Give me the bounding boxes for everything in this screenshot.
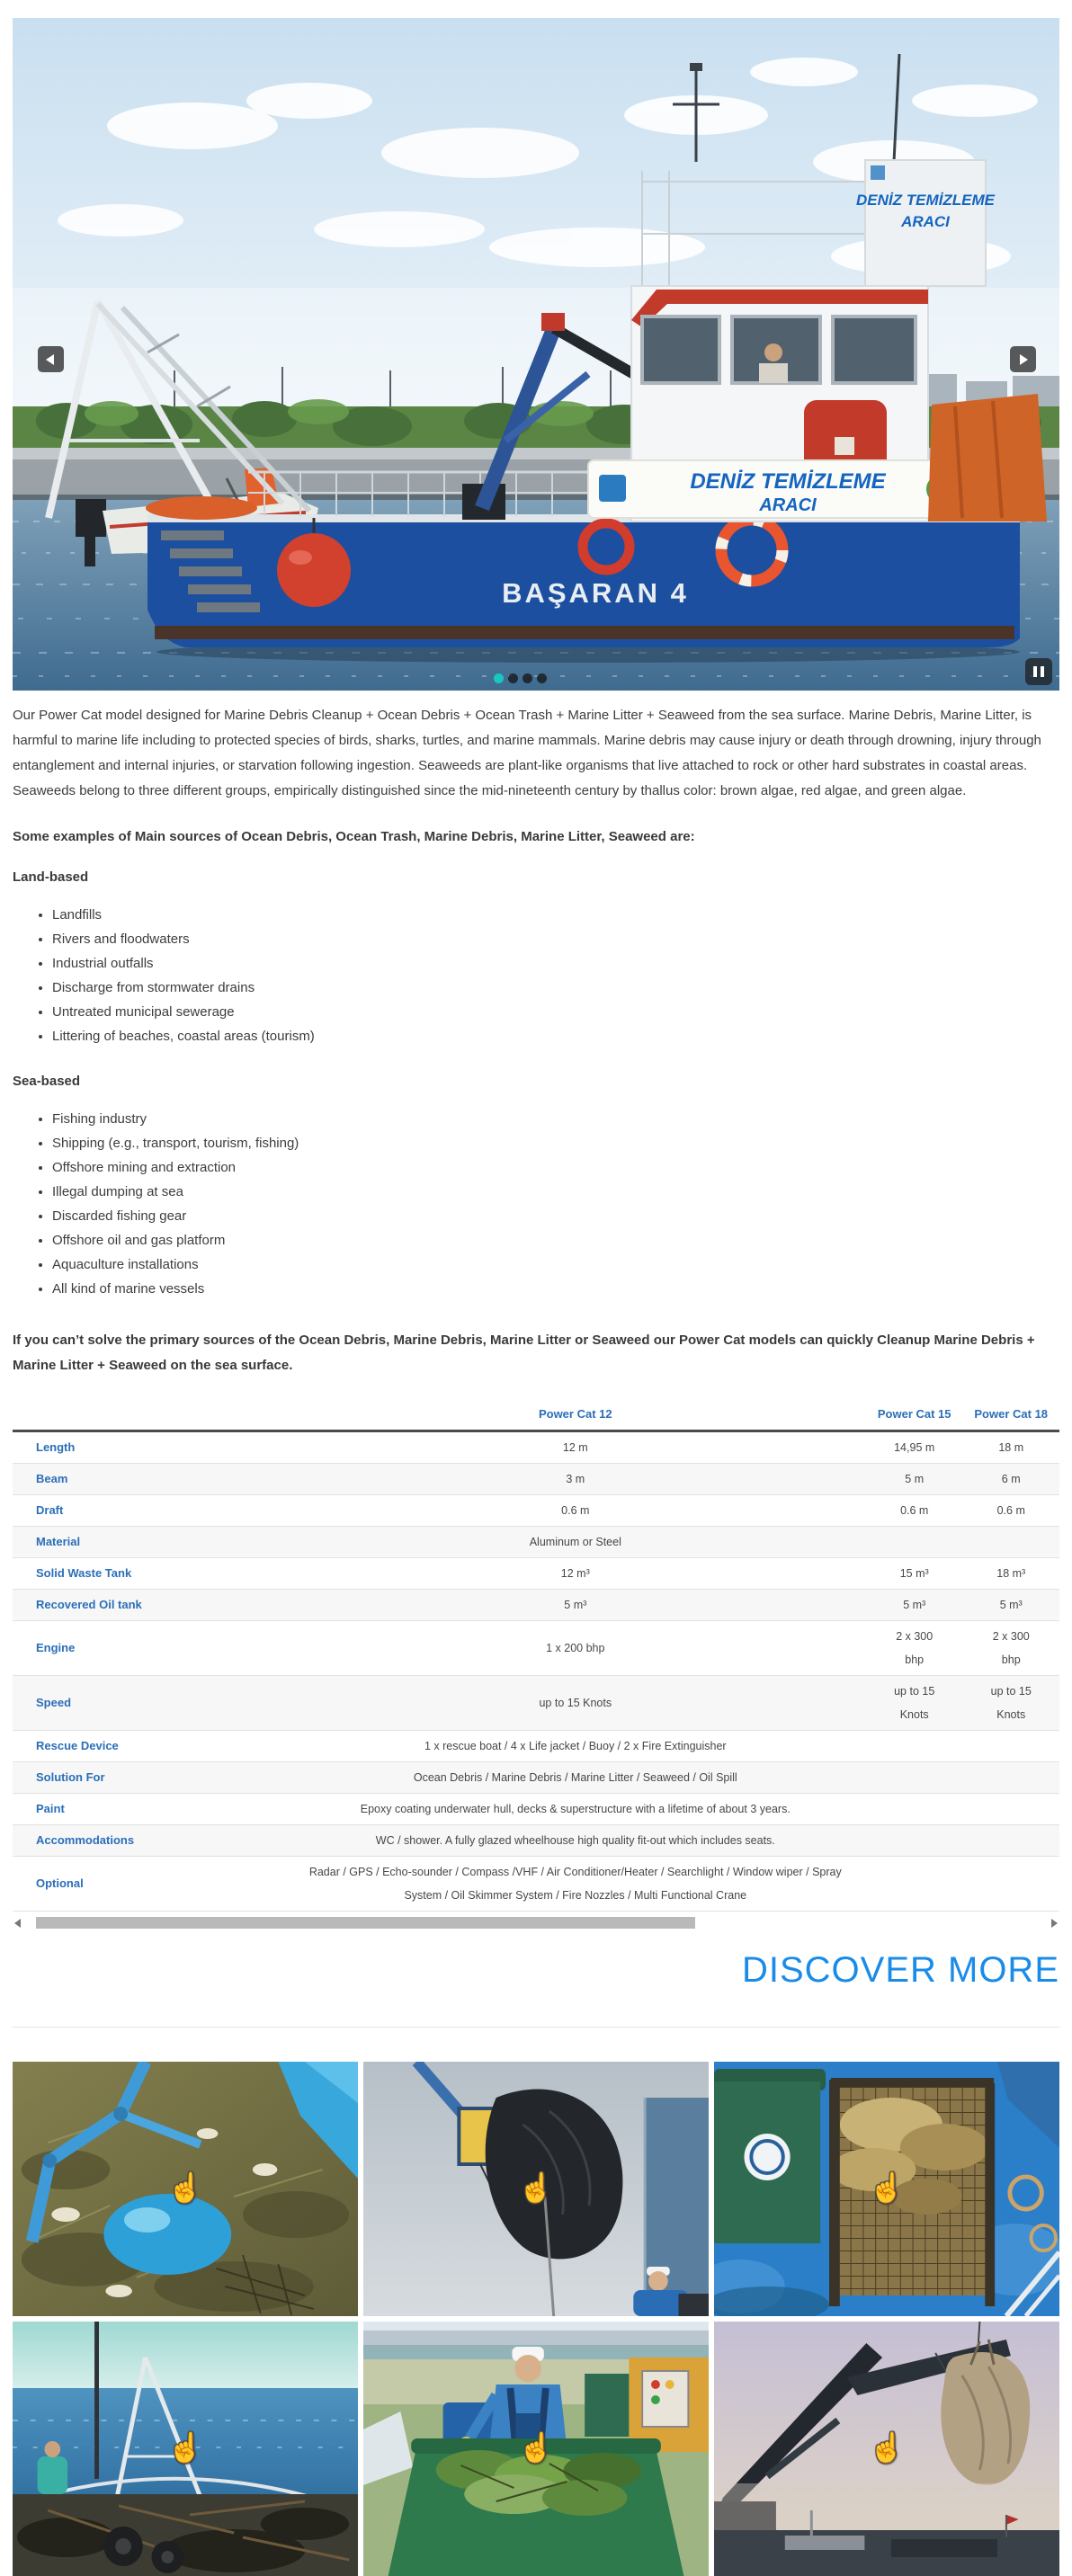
spec-value: 12 m — [285, 1431, 866, 1464]
spec-header-row — [13, 1400, 1059, 1431]
spec-header-powercat15: Power Cat 15 — [866, 1400, 963, 1431]
carousel-dots — [494, 673, 547, 683]
spec-value: Aluminum or Steel — [285, 1527, 866, 1558]
hand-cursor-icon: ☝ — [869, 2170, 905, 2204]
photo-gallery — [13, 2062, 1059, 2576]
gallery-item-deck-debris[interactable] — [13, 2322, 358, 2576]
gallery-photo — [363, 2322, 709, 2576]
gallery-item-debris-grab[interactable] — [13, 2062, 358, 2316]
spec-table — [13, 1400, 1059, 1912]
spec-value: 2 x 300 bhp — [866, 1621, 963, 1676]
spec-value: WC / shower. A fully glazed wheelhouse high quality fit-out which includes seats. — [285, 1825, 866, 1857]
spec-label: Optional — [13, 1857, 285, 1912]
pause-icon — [1041, 666, 1044, 677]
discover-more-link[interactable]: DISCOVER MORE — [741, 1950, 1059, 1990]
spec-value — [962, 1857, 1059, 1912]
list-item: • All kind of marine vessels — [52, 1277, 1059, 1301]
section-divider — [13, 2027, 1059, 2028]
gallery-photo — [363, 2062, 709, 2316]
spec-label: Solid Waste Tank — [13, 1558, 285, 1590]
list-item: • Untreated municipal sewerage — [52, 1000, 1059, 1024]
spec-label: Accommodations — [13, 1825, 285, 1857]
carousel-next-button[interactable] — [1010, 346, 1036, 372]
table-row — [13, 1527, 1059, 1558]
spec-value — [866, 1857, 963, 1912]
spec-header-empty — [13, 1400, 285, 1431]
table-row — [13, 1762, 1059, 1794]
gallery-item-mesh-basket[interactable] — [714, 2062, 1059, 2316]
spec-value: 0.6 m — [962, 1495, 1059, 1527]
pause-icon — [1033, 666, 1037, 677]
spec-label: Rescue Device — [13, 1731, 285, 1762]
table-row — [13, 1431, 1059, 1464]
spec-header-powercat18: Power Cat 18 — [962, 1400, 1059, 1431]
sources-heading: Some examples of Main sources of Ocean Debris, Ocean Trash, Marine Debris, Marine Litter, Seaweed are: — [13, 829, 695, 844]
list-item: • Fishing industry — [52, 1107, 1059, 1131]
hand-cursor-icon: ☝ — [167, 2170, 203, 2204]
horizontal-scrollbar[interactable] — [13, 1915, 1059, 1930]
spec-value — [962, 1731, 1059, 1762]
hand-cursor-icon: ☝ — [518, 2170, 554, 2204]
list-item: • Industrial outfalls — [52, 951, 1059, 976]
table-row — [13, 1676, 1059, 1731]
spec-label: Length — [13, 1431, 285, 1464]
list-item: • Aquaculture installations — [52, 1252, 1059, 1277]
boat-name: BAŞARAN 4 — [502, 577, 689, 609]
spec-label: Speed — [13, 1676, 285, 1731]
table-row — [13, 1825, 1059, 1857]
cta-paragraph: If you can’t solve the primary sources of the Ocean Debris, Marine Debris, Marine Litter or Seaweed our Power Cat models can quickly Cleanup Marine Debris + Marine Litter + Seaweed on the sea surface. — [13, 1333, 1035, 1373]
gallery-item-crane-dusk[interactable] — [714, 2322, 1059, 2576]
spec-value: 18 m³ — [962, 1558, 1059, 1590]
gallery-photo — [714, 2062, 1059, 2316]
banner-line1: DENİZ TEMİZLEME — [690, 469, 886, 494]
scrollbar-thumb[interactable] — [36, 1917, 695, 1929]
spec-value: 5 m³ — [285, 1590, 866, 1621]
image-carousel — [13, 18, 1059, 691]
spec-value: 5 m³ — [866, 1590, 963, 1621]
hand-cursor-icon: ☝ — [518, 2430, 554, 2464]
table-row — [13, 1590, 1059, 1621]
spec-value: 14,95 m — [866, 1431, 963, 1464]
spec-value — [866, 1527, 963, 1558]
hand-cursor-icon: ☝ — [869, 2430, 905, 2464]
list-item: • Littering of beaches, coastal areas (tourism) — [52, 1024, 1059, 1048]
spec-value: 15 m³ — [866, 1558, 963, 1590]
spec-value — [866, 1731, 963, 1762]
spec-value: 1 x rescue boat / 4 x Life jacket / Buoy / 2 x Fire Extinguisher — [285, 1731, 866, 1762]
table-row — [13, 1558, 1059, 1590]
spec-value: 0.6 m — [285, 1495, 866, 1527]
gallery-photo — [13, 2322, 358, 2576]
spec-label: Recovered Oil tank — [13, 1590, 285, 1621]
spec-value: 3 m — [285, 1464, 866, 1495]
right-arrow-icon — [1020, 354, 1028, 365]
spec-value: Epoxy coating underwater hull, decks & superstructure with a lifetime of about 3 years. — [285, 1794, 866, 1825]
spec-value: Radar / GPS / Echo-sounder / Compass /VHF / Air Conditioner/Heater / Searchlight / Window wiper / Spray System / Oil Skimmer System / Fire Nozzles / Multi Functional Crane — [285, 1857, 866, 1912]
land-based-heading: Land-based — [13, 869, 89, 885]
spec-value: 5 m³ — [962, 1590, 1059, 1621]
table-row — [13, 1731, 1059, 1762]
carousel-dot[interactable] — [537, 673, 547, 683]
list-item: • Landfills — [52, 903, 1059, 927]
top-sign-line2: ARACI — [901, 213, 950, 230]
spec-value: Ocean Debris / Marine Debris / Marine Litter / Seaweed / Oil Spill — [285, 1762, 866, 1794]
sea-based-heading: Sea-based — [13, 1074, 81, 1089]
list-item: • Illegal dumping at sea — [52, 1180, 1059, 1204]
spec-value — [866, 1762, 963, 1794]
top-sign-line1: DENİZ TEMİZLEME — [856, 192, 995, 209]
spec-value — [962, 1527, 1059, 1558]
list-item: • Shipping (e.g., transport, tourism, fishing) — [52, 1131, 1059, 1155]
list-item: • Offshore oil and gas platform — [52, 1228, 1059, 1252]
table-row — [13, 1794, 1059, 1825]
banner-line2: ARACI — [759, 495, 817, 515]
table-row — [13, 1857, 1059, 1912]
land-based-list — [13, 903, 1059, 1048]
spec-label: Draft — [13, 1495, 285, 1527]
carousel-dot[interactable] — [494, 673, 504, 683]
table-row — [13, 1495, 1059, 1527]
carousel-prev-button[interactable] — [38, 346, 64, 372]
spec-value: 2 x 300 bhp — [962, 1621, 1059, 1676]
spec-label: Material — [13, 1527, 285, 1558]
gallery-photo — [714, 2322, 1059, 2576]
list-item: • Discarded fishing gear — [52, 1204, 1059, 1228]
spec-value: up to 15 Knots — [962, 1676, 1059, 1731]
scroll-right-arrow-icon[interactable] — [1051, 1919, 1058, 1928]
left-arrow-icon — [46, 354, 54, 365]
list-item: • Offshore mining and extraction — [52, 1155, 1059, 1180]
spec-value: up to 15 Knots — [866, 1676, 963, 1731]
spec-label: Beam — [13, 1464, 285, 1495]
spec-header-powercat12: Power Cat 12 — [285, 1400, 866, 1431]
carousel-dot[interactable] — [523, 673, 532, 683]
table-row — [13, 1621, 1059, 1676]
hand-cursor-icon: ☝ — [167, 2430, 203, 2464]
spec-value — [866, 1794, 963, 1825]
scroll-left-arrow-icon[interactable] — [14, 1919, 21, 1928]
spec-label: Engine — [13, 1621, 285, 1676]
carousel-photo-cleanup-boat — [13, 18, 1059, 691]
spec-value: 18 m — [962, 1431, 1059, 1464]
spec-label: Solution For — [13, 1762, 285, 1794]
carousel-dot[interactable] — [508, 673, 518, 683]
list-item: • Rivers and floodwaters — [52, 927, 1059, 951]
gallery-photo — [13, 2062, 358, 2316]
table-row — [13, 1464, 1059, 1495]
intro-paragraph: Our Power Cat model designed for Marine Debris Cleanup + Ocean Debris + Ocean Trash + Marine Litter + Seaweed from the sea surface. Marine Debris, Marine Litter, is harmful to marine life including to protected species of birds, sharks, turtles, and marine mammals. Marine debris may cause injury or death through drowning, injury through entanglement and internal injuries, or starvation following ingestion. Seaweeds are plant-like organisms that live attached to rock or other hard substrates in coastal areas. Seaweeds belong to three different groups, empirically distinguished since the mid-nineteenth century by thallus color: brown algae, red algae, and green algae. — [13, 708, 1041, 798]
spec-value — [866, 1825, 963, 1857]
spec-value: 12 m³ — [285, 1558, 866, 1590]
spec-value — [962, 1825, 1059, 1857]
discover-more-row — [13, 1950, 1059, 1991]
spec-label: Paint — [13, 1794, 285, 1825]
gallery-item-worker-bin[interactable] — [363, 2322, 709, 2576]
spec-value: 0.6 m — [866, 1495, 963, 1527]
gallery-item-black-bag-crane[interactable] — [363, 2062, 709, 2316]
spec-value: 1 x 200 bhp — [285, 1621, 866, 1676]
spec-value — [962, 1762, 1059, 1794]
sea-based-list — [13, 1107, 1059, 1301]
spec-value: up to 15 Knots — [285, 1676, 866, 1731]
spec-value — [962, 1794, 1059, 1825]
list-item: • Discharge from stormwater drains — [52, 976, 1059, 1000]
carousel-pause-button[interactable] — [1025, 658, 1052, 685]
spec-value: 6 m — [962, 1464, 1059, 1495]
spec-value: 5 m — [866, 1464, 963, 1495]
